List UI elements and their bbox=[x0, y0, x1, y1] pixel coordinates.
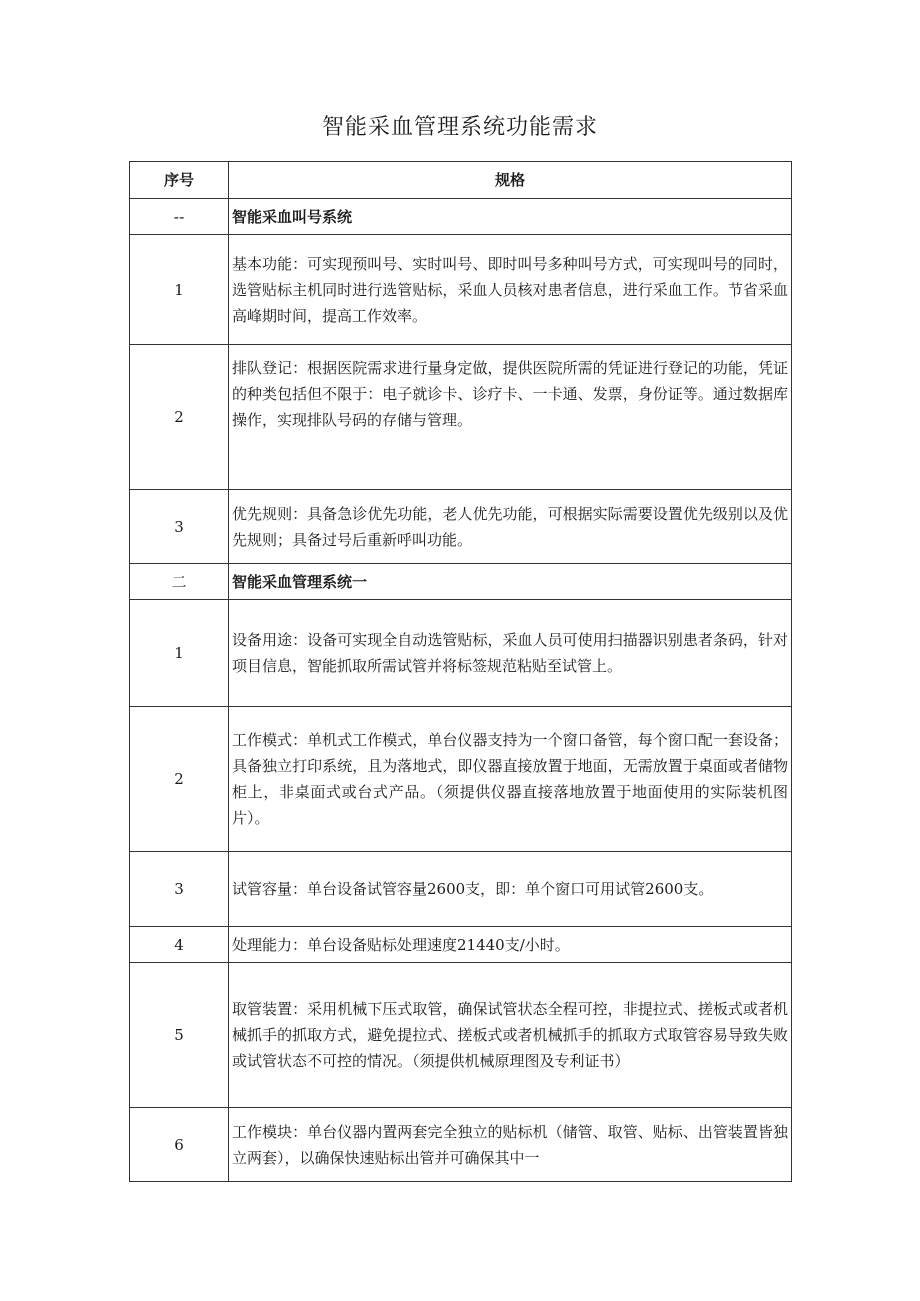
section-row bbox=[130, 199, 792, 235]
row-text: 基本功能：可实现预叫号、实时叫号、即时叫号多种叫号方式，可实现叫号的同时，选管贴标主机同时进行选管贴标，采血人员核对患者信息，进行采血工作。节省采血高峰期时间，提高工作效率。 bbox=[229, 235, 792, 345]
table-row bbox=[130, 707, 792, 852]
table-row bbox=[130, 963, 792, 1108]
row-text: 试管容量：单台设备试管容量2600支，即：单个窗口可用试管2600支。 bbox=[229, 852, 792, 927]
table-row bbox=[130, 1108, 792, 1182]
table-row bbox=[130, 345, 792, 490]
table-row bbox=[130, 235, 792, 345]
row-text: 处理能力：单台设备贴标处理速度21440支/小时。 bbox=[229, 927, 792, 963]
section-index: 二 bbox=[130, 564, 229, 600]
row-text: 排队登记：根据医院需求进行量身定做，提供医院所需的凭证进行登记的功能，凭证的种类包括但不限于：电子就诊卡、诊疗卡、一卡通、发票，身份证等。通过数据库操作，实现排队号码的存储与管理。 bbox=[229, 345, 792, 490]
spec-header: 规格 bbox=[229, 162, 792, 199]
row-text: 工作模块：单台仪器内置两套完全独立的贴标机（储管、取管、贴标、出管装置皆独立两套），以确保快速贴标出管并可确保其中一 bbox=[229, 1108, 792, 1182]
row-index: 1 bbox=[130, 600, 229, 707]
section-row bbox=[130, 564, 792, 600]
row-text: 优先规则：具备急诊优先功能，老人优先功能，可根据实际需要设置优先级别以及优先规则；具备过号后重新呼叫功能。 bbox=[229, 490, 792, 564]
row-index: 3 bbox=[130, 490, 229, 564]
header-row bbox=[130, 162, 792, 199]
document-title: 智能采血管理系统功能需求 bbox=[321, 115, 598, 140]
row-text: 取管装置：采用机械下压式取管，确保试管状态全程可控，非提拉式、搓板式或者机械抓手的抓取方式，避免提拉式、搓板式或者机械抓手的抓取方式取管容易导致失败或试管状态不可控的情况。（须提供机械原理图及专利证书） bbox=[229, 963, 792, 1108]
section-title: 智能采血叫号系统 bbox=[229, 199, 792, 235]
table-row bbox=[130, 490, 792, 564]
row-index: 3 bbox=[130, 852, 229, 927]
table-row bbox=[130, 852, 792, 927]
table-row bbox=[130, 927, 792, 963]
row-index: 5 bbox=[130, 963, 229, 1108]
section-title: 智能采血管理系统一 bbox=[229, 564, 792, 600]
row-index: 4 bbox=[130, 927, 229, 963]
row-index: 2 bbox=[130, 345, 229, 490]
row-index: 1 bbox=[130, 235, 229, 345]
row-text: 设备用途：设备可实现全自动选管贴标，采血人员可使用扫描器识别患者条码，针对项目信息，智能抓取所需试管并将标签规范粘贴至试管上。 bbox=[229, 600, 792, 707]
index-header: 序号 bbox=[130, 162, 229, 199]
row-text: 工作模式：单机式工作模式，单台仪器支持为一个窗口备管，每个窗口配一套设备；具备独立打印系统，且为落地式，即仪器直接放置于地面，无需放置于桌面或者储物柜上，非桌面式或台式产品。（须提供仪器直接落地放置于地面使用的实际装机图片）。 bbox=[229, 707, 792, 852]
row-index: 6 bbox=[130, 1108, 229, 1182]
spec-table bbox=[129, 161, 792, 1182]
section-index: -- bbox=[130, 199, 229, 235]
row-index: 2 bbox=[130, 707, 229, 852]
table-row bbox=[130, 600, 792, 707]
